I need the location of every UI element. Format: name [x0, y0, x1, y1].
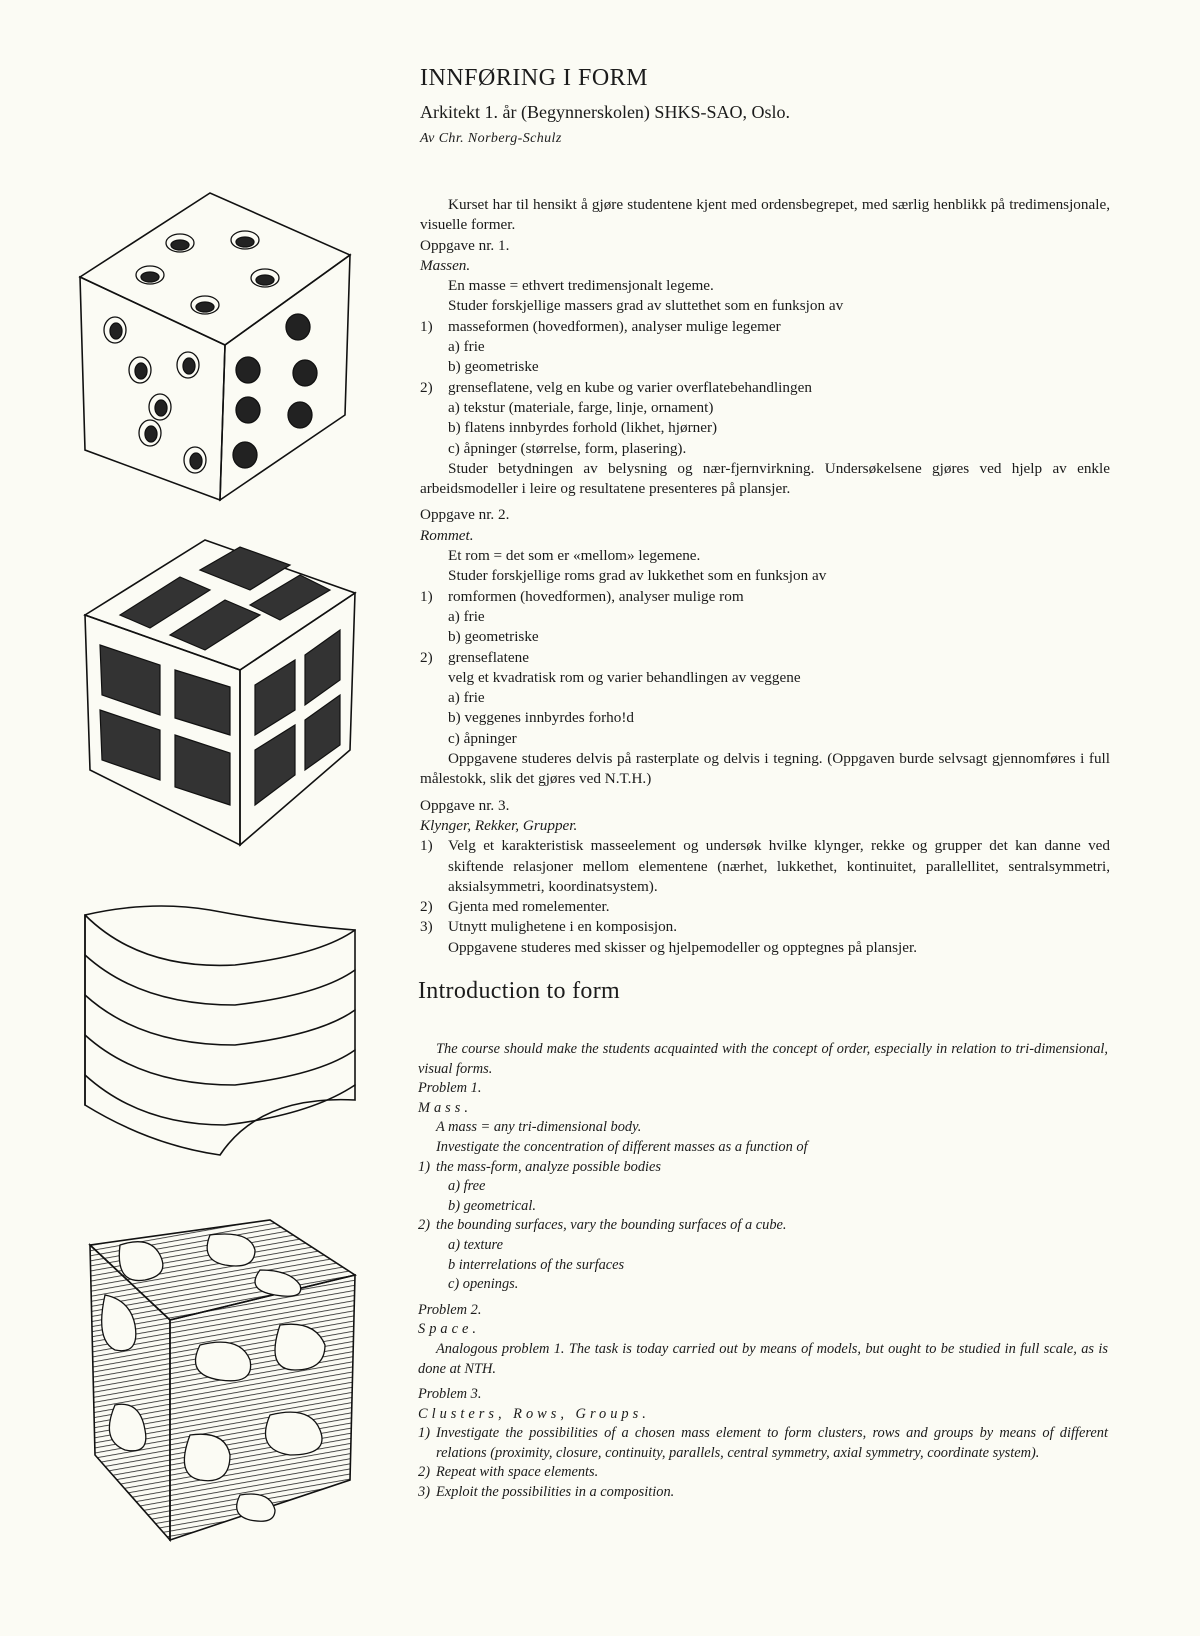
en-p1-item2b: b interrelations of the surfaces [448, 1256, 625, 1273]
en-p1-name: Mass. [418, 1099, 472, 1116]
no-task3-name: Klynger, Rekker, Grupper. [420, 816, 578, 834]
no-task2-item2-text: velg et kvadratisk rom og varier behandlingen av veggene [448, 668, 801, 686]
no-task2-item2c: c) åpninger [448, 729, 517, 747]
norwegian-text [420, 195, 1110, 958]
en-p2-name: Space. [418, 1321, 480, 1338]
no-task1-item1: 1) masseformen (hovedformen), analyser mulige legemer [420, 317, 781, 335]
en-p2-heading: Problem 2. [418, 1301, 482, 1318]
no-task1-item2c: c) åpninger (størrelse, form, plasering). [448, 439, 687, 457]
no-task2-item2a: a) frie [448, 689, 485, 707]
en-p3-item3: 3) Exploit the possibilities in a composition. [418, 1484, 675, 1501]
en-p3-item1: 1) Investigate the possibilities of a chosen mass element to form clusters, rows and groups by means of different relations (proximity, closure, continuity, parallels, central symmetry, axial symmetry, coordinate system). [418, 1425, 1108, 1461]
no-task1-definition: En masse = ethvert tredimensjonalt legeme. [448, 277, 714, 295]
no-task2-study: Studer forskjellige roms grad av lukkethet som en funksjon av [448, 567, 827, 585]
en-p1-item1b: b) geometrical. [448, 1197, 536, 1214]
no-task2-item2: 2) grenseflatene [420, 648, 529, 666]
no-task1-study: Studer forskjellige massers grad av sluttethet som en funksjon av [448, 297, 844, 315]
sketch-textured-cube [60, 1215, 390, 1545]
no-task2-item1a: a) frie [448, 607, 485, 625]
no-task1-closing: Studer betydningen av belysning og nær-fjernvirkning. Undersøkelsene gjøres ved hjelp av enkle arbeidsmodeller i leire og resultatene presenteres på plansjer. [420, 459, 1110, 498]
no-task3-closing: Oppgavene studeres med skisser og hjelpemodeller og opptegnes på plansjer. [448, 938, 918, 956]
page-subtitle: Arkitekt 1. år (Begynnerskolen) SHKS-SAO, Oslo. [420, 102, 790, 122]
english-text [418, 1040, 1108, 1503]
no-task2-definition: Et rom = det som er «mellom» legemene. [448, 547, 701, 565]
en-p3-item2: 2) Repeat with space elements. [418, 1464, 599, 1481]
no-intro: Kurset har til hensikt å gjøre studentene kjent med ordensbegrepet, med særlig henblikk på tredimensjonale, visuelle former. [420, 196, 1110, 234]
no-task1-item2a: a) tekstur (materiale, farge, linje, ornament) [448, 398, 714, 416]
author-line: Av Chr. Norberg-Schulz [420, 131, 562, 146]
en-p1-item1: 1) the mass-form, analyze possible bodies [418, 1158, 662, 1175]
no-task3-item1: 1) Velg et karakteristisk masseelement og undersøk hvilke klynger, rekke og grupper det kan danne ved skiftende relasjoner mellom elementene (nærhet, lukkethet, kontinuitet, parallellitet, sentralsymmetri, aksialsymmetri, koordinatsystem). [420, 837, 1110, 895]
no-task1-heading: Oppgave nr. 1. [420, 236, 510, 254]
no-task2-heading: Oppgave nr. 2. [420, 506, 510, 524]
en-intro: The course should make the students acquainted with the concept of order, especially in relation to tri-dimensional, visual forms. [418, 1041, 1108, 1077]
no-task3-item3: 3) Utnytt mulighetene i en komposisjon. [420, 918, 678, 936]
no-task3-item2: 2) Gjenta med romelementer. [420, 898, 610, 916]
no-task3-heading: Oppgave nr. 3. [420, 796, 510, 814]
no-task1-item1a: a) frie [448, 338, 485, 356]
en-p2-text: Analogous problem 1. The task is today carried out by means of models, but ought to be studied in full scale, as is done at NTH. [418, 1340, 1108, 1377]
en-p1-study: Investigate the concentration of different masses as a function of [436, 1138, 808, 1155]
en-p1-item2a: a) texture [448, 1236, 504, 1253]
en-p1-item1a: a) free [448, 1178, 486, 1195]
sketch-layered-cube [60, 895, 390, 1195]
no-task1-item2: 2) grenseflatene, velg en kube og varier overflatebehandlingen [420, 378, 812, 396]
en-p3-heading: Problem 3. [418, 1386, 482, 1403]
en-p1-item2: 2) the bounding surfaces, vary the bounding surfaces of a cube. [418, 1217, 787, 1234]
sketch-cube-with-windows [60, 535, 390, 855]
no-task2-item2b: b) veggenes innbyrdes forho!d [448, 709, 634, 727]
page-title: INNFØRING I FORM [420, 65, 649, 91]
no-task1-name: Massen. [420, 256, 471, 274]
english-title: Introduction to form [418, 978, 620, 1004]
no-task2-item1b: b) geometriske [448, 628, 539, 646]
no-task1-item1b: b) geometriske [448, 358, 539, 376]
en-p1-heading: Problem 1. [418, 1080, 482, 1097]
sketch-cube-with-holes [60, 185, 390, 520]
en-p1-item2c: c) openings. [448, 1276, 519, 1293]
no-task2-name: Rommet. [420, 526, 474, 544]
en-p1-definition: A mass = any tri-dimensional body. [436, 1119, 642, 1136]
no-task2-item1: 1) romformen (hovedformen), analyser mulige rom [420, 587, 744, 605]
en-p3-name: Clusters, Rows, Groups. [418, 1405, 650, 1422]
no-task1-item2b: b) flatens innbyrdes forhold (likhet, hjørner) [448, 419, 718, 437]
no-task2-closing: Oppgavene studeres delvis på rasterplate og delvis i tegning. (Oppgaven burde selvsagt gjennomføres i full målestokk, slik det gjøres ved N.T.H.) [420, 750, 1110, 788]
